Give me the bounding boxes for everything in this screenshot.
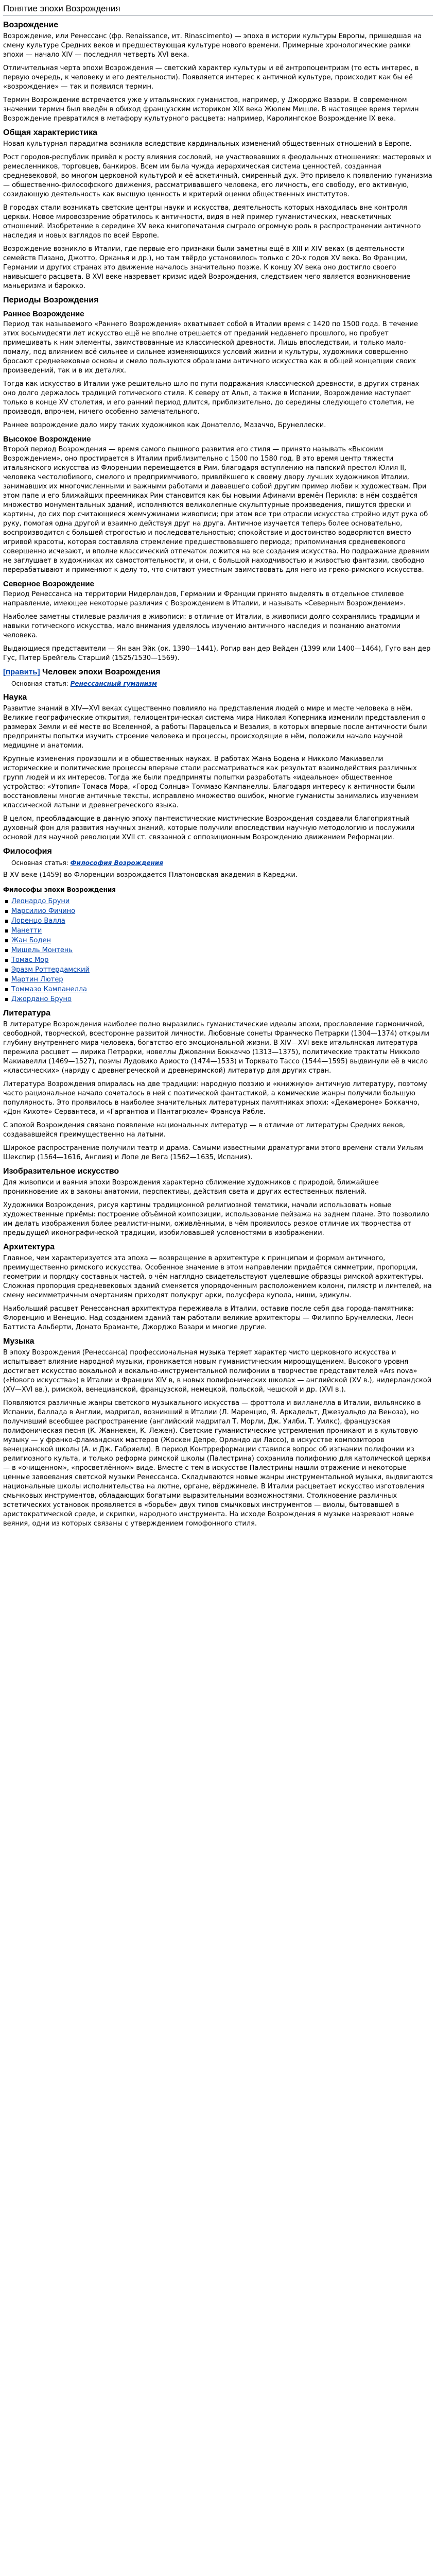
science-paragraph: В целом, преобладающие в данную эпоху пантеистические мистические Возрождения создавали благоприятный духовный фон для развития научных знаний, которые получили впоследствии научную методологию и послужили основой для научной революции XVII ст. связанной с оппозиционным Возрождению движением Реформации. — [3, 815, 415, 841]
edit-section-link[interactable]: [править] — [3, 668, 40, 676]
philosophy-paragraph: В XV веке (1459) во Флоренции возрождается Платоновская академия в Кареджи. — [3, 871, 298, 879]
intro-block — [3, 32, 433, 124]
heading-architecture: Архитектура — [3, 1243, 55, 1251]
intro-paragraph: Возрождение, или Ренессанс (фр. Renaissance, ит. Rinascimento) — эпоха в истории культуры Европы, пришедшая на смену культуре Средних веков и предшествующая культуре нового времени. Примерные хронологические рамки эпохи — начало XIV — последняя четверть XVI века. — [3, 32, 422, 59]
general-paragraph: Новая культурная парадигма возникла вследствие кардинальных изменений общественных отношений в Европе. — [3, 140, 412, 148]
heading-person — [3, 667, 433, 677]
heading-music: Музыка — [3, 1337, 34, 1346]
heading-science: Наука — [3, 693, 27, 702]
page-title: Понятие эпохи Возрождения — [3, 3, 433, 16]
general-paragraph: Рост городов-республик привёл к росту влияния сословий, не участвовавших в феодальных отношениях: мастеровых и ремесленников, торговцев, банкиров. Всем им была чужда иерархическая система ценностей, созданная средневековой, во многом церковной культурой и её аскетичный, смиренный дух. Это привело к появлению гуманизма — общественно-философского движения, рассматривавшего человека, его личность, его свободу, его активную, созидающую деятельность как высшую ценность и критерий оценки общественных институтов. — [3, 154, 432, 198]
visual-paragraph: Для живописи и ваяния эпохи Возрождения характерно сближение художников с природой, ближайшее проникновение их в законы анатомии, перспективы, действия света и других естественных явлений. — [3, 1179, 379, 1196]
music-paragraph: Появляются различные жанры светского музыкального искусства — фроттола и вилланелла в Италии, вильянсико в Испании, баллада в Англии, мадригал, возникший в Италии (Л. Маренцио, Я. Аркадельт, Джезуальдо да Веноза), но получивший всеобщее распространение (английский мадригал Т. Морли, Дж. Уилби, Т. Уилкс), французская полифоническая песня (К. Жаннекен, К. Лежен). Светские гуманистические устремления проникают и в культовую музыку — у франко-фламандских мастеров (Жоскен Депре, Орландо ди Лассо), в искусстве композиторов венецианской школы (А. и Дж. Габриели). В период Контрреформации ставился вопрос об изгнании полифонии из религиозного культа, и только реформа римской школы (Палестрина) сохранила полифонию для католической церкви — в «очищенном», «просветлённом» виде. Вместе с тем в искусстве Палестрины нашли отражение и некоторые ценные завоевания светской музыки Ренессанса. Складываются новые жанры инструментальной музыки, выдвигаются национальные школы исполнительства на лютне, органе, вёрджинеле. В Италии расцветает искусство изготовления смычковых инструментов, обладающих богатыми выразительными возможностями. Столкновение различных эстетических установок проявляется в «борьбе» двух типов смычковых инструментов — виолы, бытовавшей в аристократической среде, и скрипки, народного инструмента. На исходе Возрождения в музыке назревают новые веяния, одни из которых связаны с утверждением гомофонного стиля. — [3, 1399, 433, 1528]
heading-philosophy: Философия — [3, 847, 52, 856]
philosopher-link[interactable]: Томас Мор — [11, 956, 49, 964]
philosopher-link[interactable]: Леонардо Бруни — [11, 897, 70, 905]
philosophers-label: Философы эпохи Возрождения — [3, 886, 116, 893]
general-paragraph: В городах стали возникать светские центры науки и искусства, деятельность которых находилась вне контроля церкви. Новое мировоззрение обратилось к античности, видя в ней пример гуманистических, неаскетичных отношений. Изобретение в середине XV века книгопечатания сыграло огромную роль в распространении античного наследия и новых взглядов по всей Европе. — [3, 204, 421, 240]
literature-paragraph: В литературе Возрождения наиболее полно выразились гуманистические идеалы эпохи, прославление гармоничной, свободной, творческой, всесторонне развитой личности. Любовные сонеты Франческо Петрарки (1304—1374) открыли глубину внутреннего мира человека, богатство его эмоциональной жизни. В XIV—XVI веке итальянская литература пережила расцвет — лирика Петрарки, новеллы Джованни Боккаччо (1313—1375), политические трактаты Никколо Макиавелли (1469—1527), поэмы Лудовико Ариосто (1474—1533) и Торквато Тассо (1544—1595) выдвинули её в число «классических» (наряду с древнегреческой и древнеримской) литератур для других стран. — [3, 1021, 429, 1075]
northern-paragraph: Период Ренессанса на территории Нидерландов, Германии и Франции принято выделять в отдельное стилевое направление, имеющее некоторые различия с Возрождением в Италии, и называть «Северным Возрождением». — [3, 590, 406, 607]
main-article-humanism-link[interactable]: Ренессансный гуманизм — [70, 680, 157, 687]
architecture-paragraph: Наибольший расцвет Ренессансная архитектура переживала в Италии, оставив после себя два города-памятника: Флоренцию и Венецию. Над созданием зданий там работали великие архитекторы — Филиппо Брунеллески, Леон Баттиста Альберти, Донато Браманте, Джорджо Вазари и многие другие. — [3, 1305, 414, 1331]
list-item — [5, 975, 433, 985]
literature-paragraph: Широкое распространение получили театр и драма. Самыми известными драматургами этого времени стали Уильям Шекспир (1564—1616, Англия) и Лопе де Вега (1562—1635, Испания). — [3, 1144, 423, 1161]
northern-paragraph: Наиболее заметны стилевые различия в живописи: в отличие от Италии, в живописи долго сохранялись традиции и навыки готического искусства, мало внимания уделялось изучению античного наследия и познанию анатомии человека. — [3, 613, 420, 639]
main-article-philosophy-link[interactable]: Философия Возрождения — [70, 859, 163, 867]
list-item — [5, 955, 433, 965]
philosopher-link[interactable]: Мартин Лютер — [11, 976, 63, 984]
list-item — [5, 926, 433, 936]
heading-visual-arts: Изобразительное искусство — [3, 1167, 119, 1176]
early-paragraph: Раннее возрождение дало миру таких художников как Донателло, Мазаччо, Брунеллески. — [3, 421, 326, 429]
philosophers-list — [5, 896, 433, 1004]
list-item — [5, 936, 433, 945]
heading-early-renaissance: Раннее Возрождение — [3, 310, 84, 318]
philosopher-link[interactable]: Жан Боден — [11, 937, 51, 944]
intro-paragraph: Термин Возрождение встречается уже у итальянских гуманистов, например, у Джорджо Вазари. В современном значении термин был введён в обиход французским историком XIX века Жюлем Мишле. В настоящее время термин Возрождение превратился в метафору культурного расцвета: например, Каролингское Возрождение IX века. — [3, 96, 419, 123]
main-article-prefix: Основная статья: — [11, 859, 68, 867]
list-item — [5, 965, 433, 975]
science-paragraph: Развитие знаний в XIV—XVI веках существенно повлияло на представления людей о мире и месте человека в нём. Великие географические открытия, гелиоцентрическая система мира Николая Коперника изменили представления о размерах Земли и её месте во Вселенной, а работы Парацельса и Везалия, в которых впервые после античности были предприняты попытки изучить строение человека и процессы, происходящие в нём, положили начало научной медицине и анатомии. — [3, 705, 427, 750]
heading-periods: Периоды Возрождения — [3, 296, 99, 304]
list-item — [5, 945, 433, 955]
philosopher-link[interactable]: Марсилио Фичино — [11, 907, 76, 915]
science-paragraph: Крупные изменения произошли и в общественных науках. В работах Жана Бодена и Никколо Макиавелли исторические и политические процессы впервые стали рассматриваться как результат взаимодействия различных групп людей и их интересов. Тогда же были предприняты попытки разработать «идеальное» общественное устройство: «Утопия» Томаса Мора, «Город Солнца» Томмазо Кампанеллы. Благодаря интересу к античности были восстановлены многие античные тексты, исправлено множество ошибок, многие гуманисты занимались изучением классической латыни и древнегреческого языка. — [3, 755, 418, 809]
list-item — [5, 896, 433, 906]
visual-paragraph: Художники Возрождения, рисуя картины традиционной религиозной тематики, начали использовать новые художественные приёмы: построение объёмной композиции, использование пейзажа на заднем плане. Это позволило им делать изображения более реалистичными, оживлёнными, в чём проявилось резкое отличие их творчества от предыдущей иконографической традиции, изобиловавшей условностями в изображении. — [3, 1201, 429, 1237]
philosopher-link[interactable]: Джордано Бруно — [11, 995, 72, 1003]
early-paragraph: Период так называемого «Раннего Возрождения» охватывает собой в Италии время с 1420 по 1500 года. В течение этих восьмидесяти лет искусство ещё не вполне отрешается от преданий недавнего прошлого, но пробует примешивать к ним элементы, заимствованные из классической древности. Лишь впоследствии, и только мало-помалу, под влиянием всё сильнее и сильнее изменяющихся условий жизни и культуры, художники совершенно бросают средневековые основы и смело пользуются образцами античного искусства как в общей концепции своих произведений, так и в их деталях. — [3, 320, 418, 375]
intro-paragraph: Отличительная черта эпохи Возрождения — светский характер культуры и её антропоцентризм (то есть интерес, в первую очередь, к человеку и его деятельности). Появляется интерес к античной культуре, происходит как бы её «возрождение» — так и появился термин. — [3, 64, 419, 91]
northern-paragraph: Выдающиеся представители — Ян ван Эйк (ок. 1390—1441), Рогир ван дер Вейден (1399 или 1400—1464), Гуго ван дер Гус, Питер Брейгель Старший (1525/1530—1569). — [3, 645, 431, 662]
main-article-note — [11, 679, 433, 688]
philosopher-link[interactable]: Лоренцо Валла — [11, 917, 65, 925]
heading-northern-renaissance: Северное Возрождение — [3, 580, 94, 588]
list-item — [5, 916, 433, 926]
philosopher-link[interactable]: Манетти — [11, 927, 42, 935]
early-paragraph: Тогда как искусство в Италии уже решительно шло по пути подражания классической древности, в других странах оно долго держалось традиций готического стиля. К северу от Альп, а также в Испании, Возрождение наступает только в конце XV столетия, и его ранний период длится, приблизительно, до середины следующего столетия, не производя, впрочем, ничего особенно замечательного. — [3, 380, 420, 416]
list-item — [5, 994, 433, 1004]
heading-general: Общая характеристика — [3, 128, 97, 137]
music-paragraph: В эпоху Возрождения (Ренессанса) профессиональная музыка теряет характер чисто церковного искусства и испытывает влияние народной музыки, проникается новым гуманистическим мироощущением. Высокого уровня достигает искусство вокальной и вокально-инструментальной полифонии в творчестве представителей «Ars nova» («Нового искусства») в Италии и Франции XIV в, в новых полифонических школах — английской (XV в.), нидерландской (XV—XVI вв.), римской, венецианской, французской, немецкой, польской, чешской и др. (XVI в.). — [3, 1349, 432, 1394]
high-paragraph: Второй период Возрождения — время самого пышного развития его стиля — принято называть «Высоким Возрождением», оно простирается в Италии приблизительно с 1500 по 1580 год. В это время центр тяжести итальянского искусства из Флоренции перемещается в Рим, благодаря вступлению на папский престол Юлия II, человека честолюбивого, смелого и предприимчивого, привлёкшего к своему двору лучших художников Италии, занимавших их многочисленными и важными работами и дававшего собой другим пример любви к художествам. При этом папе и его ближайших преемниках Рим становится как бы новыми Афинами времён Перикла: в нём создаётся множество монументальных зданий, исполняются великолепные скульптурные произведения, пишутся фрески и картины, до сих пор считающиеся жемчужинами живописи; при этом все три отрасли искусства стройно идут рука об руку, помогая одна другой и взаимно действуя друг на друга. Античное изучается теперь более основательно, воспроизводится с большей строгостью и последовательностью; спокойствие и достоинство водворяются вместо игривой красоты, которая составляла стремление предшествовавшего периода; припоминания средневекового совершенно исчезают, и вполне классический отпечаток ложится на все создания искусства. Но подражание древним не заглушает в художниках их самостоятельности, и они, с большой находчивостью и живостью фантазии, свободно перерабатывают и применяют к делу то, что считают уместным заимствовать для него из греко-римского искусства. — [3, 446, 429, 574]
main-article-prefix: Основная статья: — [11, 680, 68, 687]
literature-paragraph: С эпохой Возрождения связано появление национальных литератур — в отличие от литературы Средних веков, создававшейся преимущественно на латыни. — [3, 1122, 405, 1139]
philosopher-link[interactable]: Эразм Роттердамский — [11, 966, 90, 974]
heading-high-renaissance: Высокое Возрождение — [3, 435, 91, 444]
heading-person-text: Человек эпохи Возрождения — [42, 668, 161, 676]
general-paragraph: Возрождение возникло в Италии, где первые его признаки были заметны ещё в XIII и XIV веках (в деятельности семейств Пизано, Джотто, Орканья и др.), но там твёрдо установилось только с 20-х годов XV века. Во Франции, Германии и других странах это движение началось значительно позже. К концу XV века оно достигло своего наивысшего расцвета. В XVI веке назревает кризис идей Возрождения, следствием чего является возникновение маньеризма и барокко. — [3, 245, 411, 290]
list-item — [5, 985, 433, 994]
architecture-paragraph: Главное, чем характеризуется эта эпоха — возвращение в архитектуре к принципам и формам античного, преимущественно римского искусства. Особенное значение в этом направлении придаётся симметрии, пропорции, геометрии и порядку составных частей, о чём наглядно свидетельствуют уцелевшие образцы римской архитектуры. Сложная пропорция средневековых зданий сменяется упорядоченным расположением колонн, пилястр и линтелей, на смену несимметричным очертаниям приходят полукруг арки, полусфера купола, ниши, эдикулы. — [3, 1255, 432, 1299]
heading-literature: Литература — [3, 1009, 51, 1018]
main-article-note — [11, 858, 433, 868]
heading-renaissance: Возрождение — [3, 21, 59, 29]
literature-paragraph: Литература Возрождения опиралась на две традиции: народную поэзию и «книжную» античную литературу, поэтому часто рациональное начало сочеталось в ней с поэтической фантастикой, а комические жанры получили большую популярность. Это проявилось в наиболее значительных литературных памятниках эпохи: «Декамероне» Боккаччо, «Дон Кихоте» Сервантеса, и «Гаргантюа и Пантагрюэле» Франсуа Рабле. — [3, 1080, 427, 1116]
philosopher-link[interactable]: Мишель Монтень — [11, 946, 73, 954]
philosopher-link[interactable]: Томмазо Кампанелла — [11, 986, 88, 993]
list-item — [5, 906, 433, 916]
